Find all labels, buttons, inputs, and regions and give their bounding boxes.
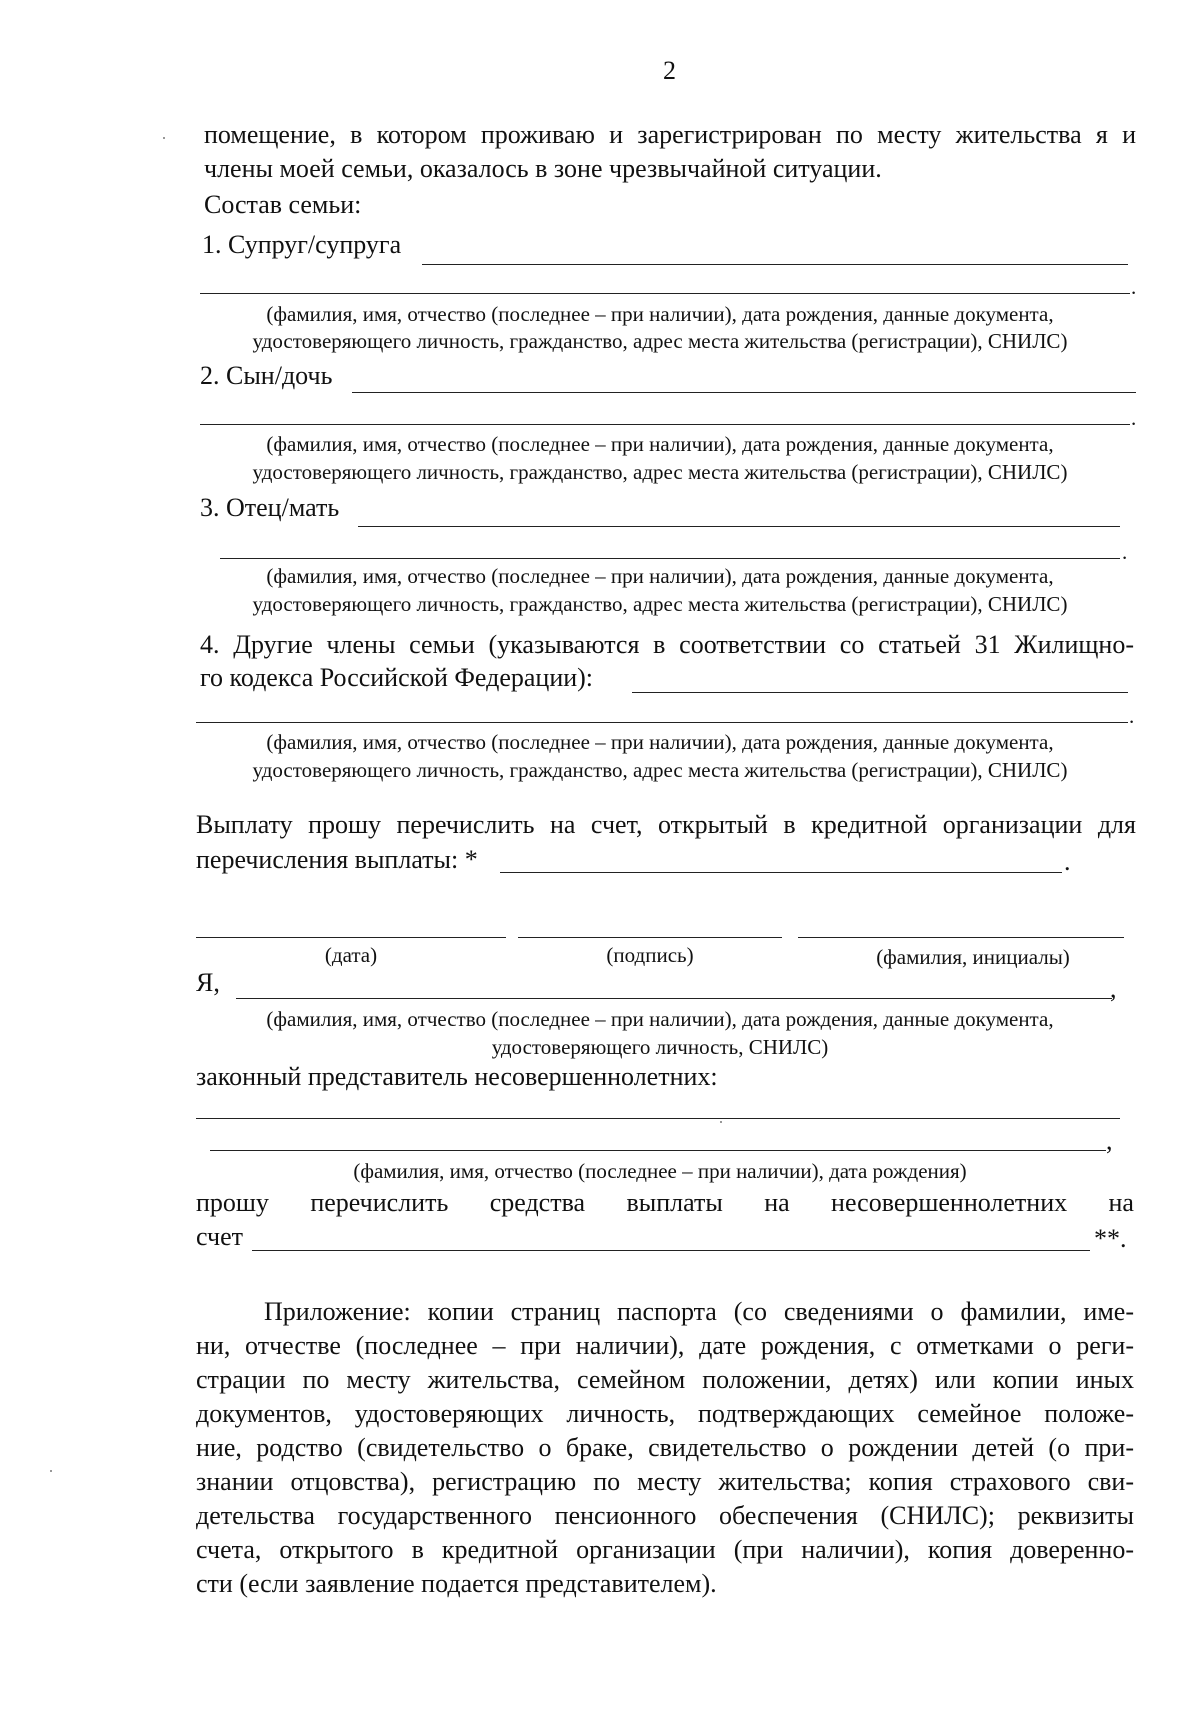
- member-2-hint-2: удостоверяющего личность, гражданство, адрес места жительства (регистрации), СНИЛС): [252, 460, 1068, 484]
- member-3-field-line-2[interactable]: [220, 558, 1120, 559]
- appendix-line: знании отцовства), регистрацию по месту жительства; копия страхового сви-: [196, 1467, 1134, 1496]
- member-4-label-line-2: го кодекса Российской Федерации):: [200, 663, 594, 692]
- appendix-line: страции по месту жительства, семейном положении, детях) или копии иных: [196, 1365, 1134, 1394]
- representative-hint-2: удостоверяющего личность, СНИЛС): [491, 1035, 829, 1059]
- member-4-hint-1: (фамилия, имя, отчество (последнее – при наличии), дата рождения, данные документа,: [266, 730, 1054, 754]
- minors-field-line-2[interactable]: [210, 1150, 1106, 1151]
- payment-line-2: перечисления выплаты: *: [196, 845, 478, 874]
- payment-account-field[interactable]: [500, 872, 1062, 873]
- period-mark: .: [1129, 704, 1135, 728]
- scan-speck: [50, 1470, 52, 1472]
- representative-prefix: Я,: [196, 968, 220, 997]
- intro-line-2: члены моей семьи, оказалось в зоне чрезвычайной ситуации.: [204, 154, 882, 183]
- comma-mark: ,: [1110, 974, 1117, 1003]
- appendix-line: документов, удостоверяющих личность, подтверждающих семейное положе-: [196, 1399, 1134, 1428]
- member-2-hint-1: (фамилия, имя, отчество (последнее – при наличии), дата рождения, данные документа,: [266, 432, 1054, 456]
- member-1-hint-1: (фамилия, имя, отчество (последнее – при наличии), дата рождения, данные документа,: [266, 302, 1054, 326]
- member-3-hint-1: (фамилия, имя, отчество (последнее – при наличии), дата рождения, данные документа,: [266, 564, 1054, 588]
- appendix-line: ние, родство (свидетельство о браке, свидетельство о рождении детей (о при-: [196, 1433, 1134, 1462]
- transfer-word: на: [1108, 1188, 1134, 1217]
- minors-heading: законный представитель несовершеннолетних:: [196, 1062, 718, 1091]
- signature-caption: (подпись): [606, 943, 694, 967]
- account-label: счет: [196, 1222, 243, 1251]
- minors-hint: (фамилия, имя, отчество (последнее – при наличии), дата рождения): [353, 1159, 967, 1183]
- appendix-line: сти (если заявление подается представителем).: [196, 1569, 717, 1598]
- intro-line-1: помещение, в котором проживаю и зарегистрирован по месту жительства я и: [204, 120, 1136, 149]
- minors-field-line-1[interactable]: [196, 1118, 1120, 1119]
- member-1-field-line-1[interactable]: [422, 264, 1128, 265]
- name-initials-field[interactable]: [798, 937, 1124, 938]
- member-2-field-line-1[interactable]: [352, 392, 1136, 393]
- period-mark: .: [1131, 275, 1137, 299]
- signature-field[interactable]: [518, 937, 782, 938]
- member-3-hint-2: удостоверяющего личность, гражданство, адрес места жительства (регистрации), СНИЛС): [252, 592, 1068, 616]
- appendix-line: ни, отчестве (последнее – при наличии), дате рождения, с отметками о реги-: [196, 1331, 1134, 1360]
- appendix-line: детельства государственного пенсионного обеспечения (СНИЛС); реквизиты: [196, 1501, 1134, 1530]
- representative-hint-1: (фамилия, имя, отчество (последнее – при наличии), дата рождения, данные документа,: [266, 1007, 1054, 1031]
- member-4-hint-2: удостоверяющего личность, гражданство, адрес места жительства (регистрации), СНИЛС): [252, 758, 1068, 782]
- account-suffix: **.: [1094, 1224, 1127, 1253]
- appendix-line: счета, открытого в кредитной организации (при наличии), копия доверенно-: [196, 1535, 1134, 1564]
- representative-field[interactable]: [236, 998, 1112, 999]
- page-number: 2: [663, 56, 676, 85]
- family-heading: Состав семьи:: [204, 190, 362, 219]
- member-1-label: 1. Супруг/супруга: [202, 230, 402, 259]
- transfer-word: перечислить: [310, 1188, 449, 1217]
- scan-speck: [163, 137, 165, 139]
- transfer-word: прошу: [196, 1188, 269, 1217]
- payment-line-1: Выплату прошу перечислить на счет, открытый в кредитной организации для: [196, 810, 1136, 839]
- period-mark: .: [1122, 540, 1128, 564]
- transfer-word: средства: [489, 1188, 586, 1217]
- member-1-hint-2: удостоверяющего личность, гражданство, адрес места жительства (регистрации), СНИЛС): [252, 329, 1068, 353]
- name-initials-caption: (фамилия, инициалы): [876, 945, 1070, 969]
- member-4-label-line-1: 4. Другие члены семьи (указываются в соответствии со статьей 31 Жилищно-: [200, 630, 1134, 659]
- date-caption: (дата): [324, 943, 378, 967]
- member-4-field-line-2[interactable]: [196, 722, 1128, 723]
- date-field[interactable]: [196, 937, 506, 938]
- member-1-field-line-2[interactable]: [200, 293, 1130, 294]
- scan-speck: [720, 1121, 722, 1123]
- transfer-line: [196, 1186, 1134, 1220]
- member-3-field-line-1[interactable]: [358, 526, 1120, 527]
- transfer-word: на: [764, 1188, 790, 1217]
- period-mark: .: [1131, 406, 1137, 430]
- period-mark: .: [1064, 847, 1071, 876]
- member-2-label: 2. Сын/дочь: [200, 361, 333, 390]
- member-4-field-line-1[interactable]: [632, 692, 1128, 693]
- minors-account-field[interactable]: [252, 1250, 1090, 1251]
- member-2-field-line-2[interactable]: [200, 424, 1130, 425]
- transfer-word: несовершеннолетних: [831, 1188, 1068, 1217]
- transfer-word: выплаты: [626, 1188, 723, 1217]
- member-3-label: 3. Отец/мать: [200, 493, 340, 522]
- comma-mark: ,: [1106, 1126, 1113, 1155]
- appendix-line: Приложение: копии страниц паспорта (со сведениями о фамилии, име-: [264, 1297, 1134, 1326]
